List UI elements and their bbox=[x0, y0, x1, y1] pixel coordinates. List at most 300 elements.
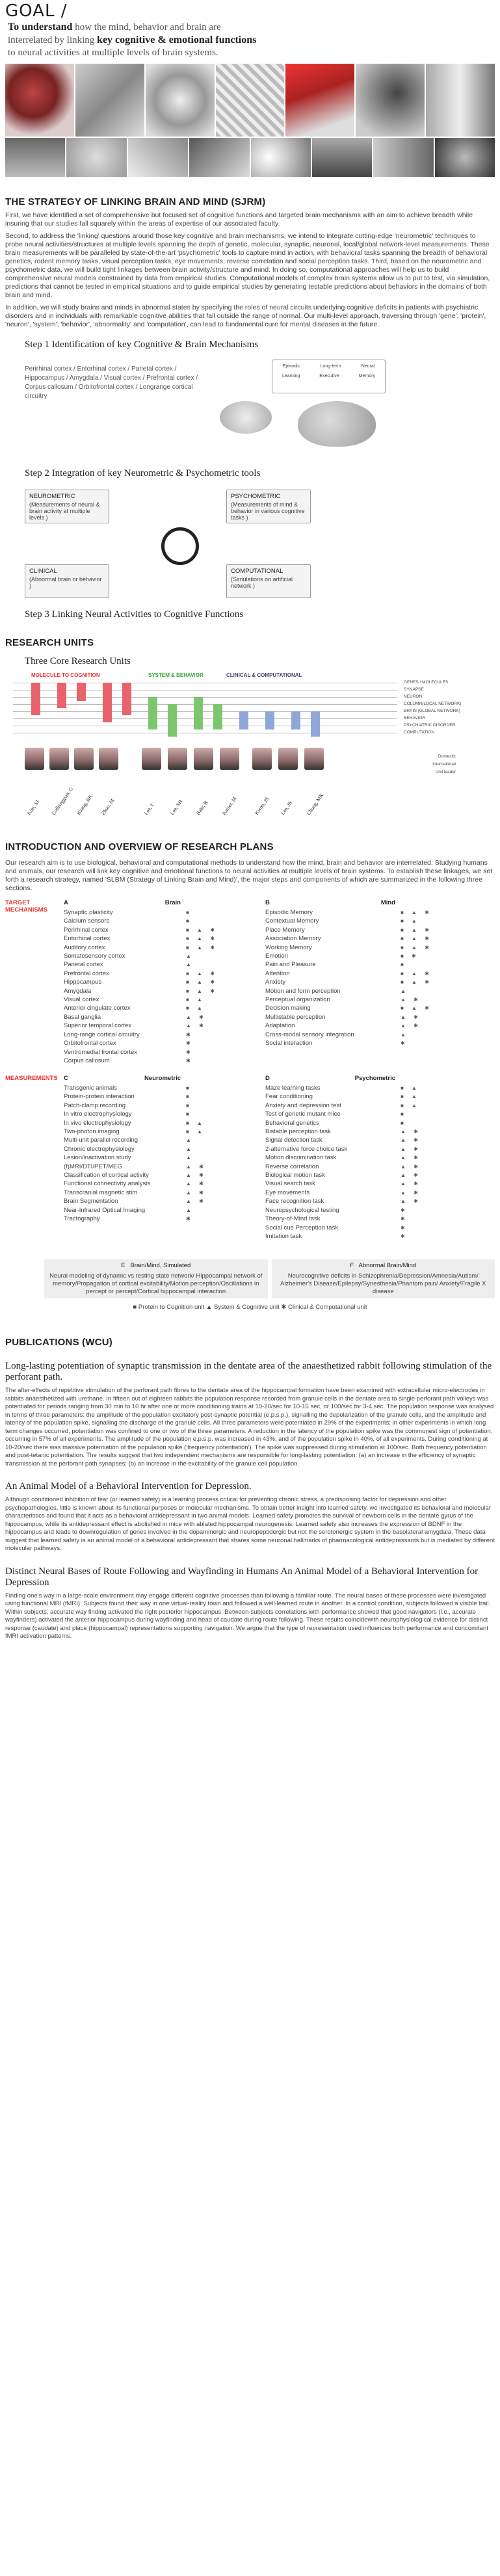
table-row bbox=[265, 917, 434, 925]
row-name: Contextual Memory bbox=[265, 917, 319, 925]
unit-bar bbox=[239, 711, 248, 729]
row-name: Corpus callosum bbox=[64, 1057, 110, 1064]
simulated-box bbox=[44, 1259, 268, 1298]
table-row bbox=[265, 1084, 434, 1092]
member-name: Chung, MK bbox=[306, 792, 325, 817]
brain-title: Brain bbox=[164, 899, 181, 906]
member-legend: Unit leader bbox=[435, 770, 456, 774]
row-unit-symbols: ■ bbox=[186, 1094, 192, 1100]
table-row bbox=[64, 1004, 220, 1012]
row-name: Basal ganglia bbox=[64, 1013, 101, 1021]
row-name: Visual search task bbox=[265, 1180, 315, 1188]
row-name: Prefrontal cortex bbox=[64, 969, 109, 977]
row-name: Amygdala bbox=[64, 987, 92, 995]
row-unit-symbols: ■ bbox=[186, 910, 192, 915]
photo-tile bbox=[5, 138, 65, 177]
row-name: Neuropsychological testing bbox=[265, 1206, 339, 1214]
psycho-letter: D bbox=[265, 1075, 270, 1082]
member-name: Lee, JS bbox=[280, 800, 293, 817]
publication-title: Long-lasting potentiation of synaptic transmission in the dentate area of the anaesthetized rabbit following stimulation of the perforant path. bbox=[5, 1361, 492, 1382]
brain-areas-line: Perirhinal cortex / Entorhinal cortex / Parietal cortex / bbox=[25, 365, 177, 373]
row-unit-symbols: ▲ ✱ bbox=[401, 1014, 421, 1020]
row-name: 2-alternative force choice task bbox=[265, 1145, 348, 1153]
row-name: Biological motion task bbox=[265, 1172, 325, 1179]
table-row bbox=[64, 987, 220, 995]
brain-rows bbox=[64, 908, 220, 1065]
photo-neuron bbox=[356, 64, 425, 137]
row-unit-symbols: ▲ ✱ bbox=[186, 1014, 207, 1020]
brain-areas-list bbox=[5, 365, 200, 463]
row-name: Visual cortex bbox=[64, 996, 99, 1004]
photo-brain-section bbox=[5, 64, 74, 137]
unit-bar bbox=[213, 704, 222, 729]
table-row bbox=[64, 1189, 220, 1197]
photo-collage-bottom bbox=[5, 138, 495, 177]
goal-title: GOAL / bbox=[5, 1, 68, 21]
row-unit-symbols: ▲ ✱ bbox=[186, 1189, 207, 1196]
table-row bbox=[64, 917, 220, 925]
photo-face-profile bbox=[75, 64, 144, 137]
row-unit-symbols: ✱ bbox=[401, 1207, 408, 1213]
row-unit-symbols: ▲ ✱ bbox=[186, 1198, 207, 1205]
unit-bar bbox=[77, 683, 86, 701]
photo-tile bbox=[66, 138, 126, 177]
photo-eye bbox=[146, 64, 215, 137]
level-line bbox=[13, 697, 397, 698]
table-row bbox=[265, 908, 434, 917]
table-row bbox=[64, 1039, 220, 1047]
neuro-rows bbox=[64, 1084, 220, 1224]
table-row bbox=[64, 952, 220, 960]
table-row bbox=[265, 1145, 434, 1153]
unit-bar bbox=[311, 711, 320, 737]
row-unit-symbols: ■ bbox=[186, 1085, 192, 1091]
rodent-brain-image bbox=[220, 401, 272, 434]
publication-abstract: Finding one's way in a large-scale environment may engage different cognitive processes than following a familiar route. The neural bases of these processes were investigated using functional MRI (fMRI). Subjects found their way in one virtual-reality town and followed a well-learned route in another. In a control condition, subjects followed a visible trail. Within subjects, accurate way finding activated the right posterior hippocampus. Between-subjects correlations with performance showed that good navigators (i.e., accurate wayfinders) activated the anterior hippocampus during wayfinding and head of caudate during route following. These results coincidewith neurophysiological evidence for distinct response (caudate) and place (hippocampal) representations supporting navigation. We argue that the type of representation used influences both performance and concomitant fMRI activation patterns. bbox=[5, 1592, 491, 1640]
table-row bbox=[64, 1206, 220, 1215]
psychometric-title: PSYCHOMETRIC bbox=[231, 493, 281, 500]
research-units-figure bbox=[5, 670, 495, 826]
row-name: Protein-protein interaction bbox=[64, 1093, 135, 1101]
row-unit-symbols: ▲ ✱ bbox=[401, 1181, 421, 1187]
level-label: SYNAPSE bbox=[404, 687, 424, 692]
member-photo bbox=[168, 748, 187, 770]
row-name: Two-photon imaging bbox=[64, 1128, 120, 1136]
row-unit-symbols: ■ bbox=[186, 1111, 192, 1118]
unit-system-label: SYSTEM & BEHAVIOR bbox=[148, 672, 204, 678]
sjrm-paragraph-2: Second, to address the 'linking' questions around those key cognitive and brain mechanisms, we intend to integrate cutting-edge 'neurometric' techniques to probe neural activities/structures at multiple levels spanning the depth of genetic, molecular, synaptic, neuronal, local/global network-level measurements. These brain measurements will be paralleled by state-of-the-art 'psychometric' tools to capture mind in action, with behavioral tasks spanning the breadth of behavioral genetics, rodent memory tasks, visual perception tasks, eye movements, reverse correlation and social perception tasks. Third, based on the neurometric and psychometric data, we will build tight linkages between brain activity/structure and mind. In doing so, computational approaches will help us to build comprehensive neural models constrained by data from empirical studies. Computational models of complex brain systems allow us to put to test, via simulation, predictions that cannot be tested in empirical situations and to guide empirical studies by generating testable predictions about behaviors in the domains of both brain and mind. bbox=[5, 232, 490, 299]
row-unit-symbols: ▲ ✱ bbox=[401, 1155, 421, 1161]
row-name: Near-Infrared Optical Imaging bbox=[64, 1206, 146, 1214]
row-unit-symbols: ▲ ✱ bbox=[186, 1172, 207, 1179]
simulated-letter: E bbox=[121, 1262, 125, 1269]
row-unit-symbols: ■ ▲ ✱ bbox=[401, 1005, 432, 1012]
member-photo bbox=[252, 748, 272, 770]
neurometric-title: NEUROMETRIC bbox=[29, 493, 75, 500]
row-name: Multistable perception bbox=[265, 1013, 326, 1021]
row-name: Working Memory bbox=[265, 943, 312, 951]
row-name: In vivo electrophysiology bbox=[64, 1119, 131, 1127]
member-photo bbox=[194, 748, 213, 770]
table-row bbox=[64, 1127, 220, 1136]
mind-column bbox=[265, 899, 434, 1048]
goal-line1: how the mind, behavior and brain are bbox=[72, 22, 221, 33]
measurements-table bbox=[5, 1075, 495, 1254]
table-row bbox=[265, 1215, 434, 1223]
photo-collage-top bbox=[5, 64, 495, 137]
photo-tile bbox=[251, 138, 311, 177]
table-row bbox=[265, 1039, 434, 1047]
brain-areas-line: Corpus callosum / Orbitofrontal cortex / Longrange cortical circuitry bbox=[25, 384, 193, 400]
target-label bbox=[5, 899, 47, 913]
table-row bbox=[64, 934, 220, 943]
table-row bbox=[64, 1110, 220, 1118]
member-name: Kim, SJ bbox=[26, 798, 41, 817]
row-unit-symbols: ■ bbox=[401, 1120, 407, 1126]
table-row bbox=[64, 995, 220, 1004]
psychometric-desc: (Measurements of mind & behavior in various cognitive tasks ) bbox=[231, 501, 305, 521]
neurometric-column bbox=[64, 1075, 220, 1224]
psychometric-box bbox=[226, 490, 311, 523]
goal-bold-1: To understand bbox=[8, 21, 73, 33]
row-name: Chronic electrophysiology bbox=[64, 1145, 135, 1153]
table-row bbox=[64, 1119, 220, 1127]
neuro-column-header bbox=[64, 1075, 220, 1084]
row-name: Fear conditioning bbox=[265, 1093, 313, 1101]
table-row bbox=[265, 934, 434, 943]
row-unit-symbols: ▲ ✱ bbox=[186, 1181, 207, 1187]
cognition-diagram-box bbox=[272, 360, 386, 393]
psychometric-column bbox=[265, 1075, 434, 1241]
row-unit-symbols: ✱ bbox=[186, 1040, 194, 1047]
target-label-line1: TARGET bbox=[5, 899, 31, 906]
member-legend: Domestic bbox=[438, 754, 456, 759]
row-name: (f)MRI/DTI/PET/MEG bbox=[64, 1163, 122, 1170]
row-unit-symbols: ✱ bbox=[186, 1031, 194, 1038]
row-unit-symbols: ▲ ✱ bbox=[401, 1023, 421, 1029]
step1-figure bbox=[5, 356, 495, 463]
unit-molecule-label: MOLECULE TO COGNITION bbox=[31, 672, 100, 678]
row-unit-symbols: ■ ▲ ✱ bbox=[401, 910, 432, 915]
row-unit-symbols: ▲ ✱ bbox=[401, 1129, 421, 1135]
row-name: Patch-clamp recording bbox=[64, 1101, 126, 1109]
table-row bbox=[64, 1163, 220, 1171]
row-name: Place Memory bbox=[265, 926, 305, 934]
row-name: Attention bbox=[265, 969, 290, 977]
member-name: Lee, I bbox=[143, 802, 155, 817]
row-unit-symbols: ▲ ✱ bbox=[186, 1163, 207, 1170]
member-name: Bakr, R bbox=[195, 799, 209, 817]
row-name: Perirhinal cortex bbox=[64, 926, 109, 934]
level-line bbox=[13, 718, 397, 719]
row-unit-symbols: ▲ ✱ bbox=[401, 1146, 421, 1152]
step1-title: Step 1 Identification of key Cognitive & Brain Mechanisms bbox=[25, 339, 259, 350]
table-row bbox=[64, 943, 220, 952]
table-row bbox=[265, 995, 434, 1004]
table-row bbox=[265, 1189, 434, 1197]
row-unit-symbols: ■ ▲ bbox=[186, 1129, 205, 1135]
psycho-column-header bbox=[265, 1075, 434, 1084]
row-unit-symbols: ■ ▲ ✱ bbox=[186, 936, 218, 942]
row-name: Anterior cingulate cortex bbox=[64, 1005, 131, 1012]
row-name: Pain and Pleasure bbox=[265, 961, 316, 969]
level-label: BEHAVIOR bbox=[404, 716, 426, 720]
target-mechanisms-table bbox=[5, 899, 495, 1068]
row-unit-symbols: ■ ▲ ✱ bbox=[401, 936, 432, 942]
row-unit-symbols: ✱ bbox=[401, 1233, 408, 1239]
row-unit-symbols: ■ ▲ ✱ bbox=[186, 970, 218, 977]
row-unit-symbols: ■ ▲ ✱ bbox=[186, 979, 218, 986]
level-label: COMPUTATION bbox=[404, 730, 435, 735]
row-name: Orbitofrontal cortex bbox=[64, 1040, 116, 1047]
row-name: Anxiety and depression test bbox=[265, 1101, 341, 1109]
clinical-box bbox=[25, 564, 109, 598]
member-photo bbox=[74, 748, 94, 770]
row-name: Ventromedial frontal cortex bbox=[64, 1048, 138, 1056]
row-name: Adaptation bbox=[265, 1022, 295, 1030]
row-name: Multi-unit parallel recording bbox=[64, 1137, 138, 1144]
level-label: PSYCHIATRIC DISORDER bbox=[404, 723, 456, 728]
table-row bbox=[265, 1092, 434, 1101]
unit-bar bbox=[168, 704, 177, 737]
row-name: Bistable perception task bbox=[265, 1128, 331, 1136]
row-unit-symbols: ▲ ✱ bbox=[401, 1172, 421, 1179]
row-name: Functional connectivity analysis bbox=[64, 1180, 151, 1188]
row-unit-symbols: ■ ▲ ✱ bbox=[401, 979, 432, 986]
simulated-abnormal-row bbox=[5, 1259, 495, 1298]
abnormal-desc: Neurocognitive deficits in Schizophrenia/Depression/Amnesia/Autism/ Alzheimer's Disease/Epilepsy/Synesthesia/Phantom pain/ Anxiety/Fragile X disease bbox=[280, 1272, 486, 1295]
row-unit-symbols: ▲ bbox=[186, 962, 194, 968]
research-units-sub: Three Core Research Units bbox=[25, 656, 131, 666]
row-unit-symbols: ■ ▲ ✱ bbox=[401, 944, 432, 951]
table-row bbox=[265, 1179, 434, 1188]
row-name: Emotion bbox=[265, 953, 288, 960]
neuro-letter: C bbox=[64, 1075, 68, 1082]
table-row bbox=[64, 1057, 220, 1065]
step2-diagram bbox=[5, 483, 495, 607]
neurometric-desc: (Measurements of neural & brain activity at multiple levels ) bbox=[29, 501, 100, 521]
member-photo bbox=[49, 748, 69, 770]
table-row bbox=[64, 1179, 220, 1188]
row-unit-symbols: ■ bbox=[186, 1102, 192, 1109]
goal-statement bbox=[5, 21, 343, 61]
human-brain-image bbox=[298, 401, 376, 447]
row-unit-symbols: ■ ▲ ✱ bbox=[401, 927, 432, 933]
neurometric-box bbox=[25, 490, 109, 523]
table-row bbox=[64, 969, 220, 978]
row-unit-symbols: ■ ▲ bbox=[401, 1094, 420, 1100]
row-name: Transgenic animals bbox=[64, 1084, 118, 1092]
row-name: Social cue Perception task bbox=[265, 1224, 338, 1231]
table-row bbox=[265, 978, 434, 986]
row-name: Face recognition task bbox=[265, 1198, 324, 1205]
table-row bbox=[265, 926, 434, 934]
row-name: Classification of cortical activity bbox=[64, 1172, 149, 1179]
table-row bbox=[64, 1145, 220, 1153]
table-row bbox=[265, 1197, 434, 1205]
row-name: Reverse correlation bbox=[265, 1163, 319, 1170]
sjrm-paragraph-3: In addition, we will study brains and minds in abnormal states by specifying the roles of neural circuits underlying cognitive deficits in patients with psychiatric disorders and in individuals with remarkable cognitive abilities that fall outside the range of normal. Our multi-level approach, traversing through 'gene', 'protein', 'neuron', 'system', 'behavior', 'abnormality' and 'computation', can lead to fundamental cure for mental diseases in the future. bbox=[5, 304, 486, 328]
psycho-rows bbox=[265, 1084, 434, 1241]
cognition-item: Neural bbox=[361, 364, 375, 369]
member-photo bbox=[142, 748, 161, 770]
table-row bbox=[64, 1031, 220, 1039]
photo-paperclip bbox=[285, 64, 354, 137]
publication-abstract: The after-effects of repetitive stimulation of the perforant path fibres to the dentate area of the hippocampal formation have been examined with extracellular micro-electrodes in rabbits anaesthetized with urethane. In fifteen out of eighteen rabbits the population response recorded from granule cells in the dentate area to single perforant path volleys was potentiated for periods ranging from 30 min to 10 hr after one or more conditioning trains at 10-20/sec for 10-15 sec, or 100/sec for 3-4 sec. The population response was analysed in terms of three parameters: the amplitude of the population excitatory post-synaptic potential (e.p.s.p.), signalling the depolarization of the granule cells, and the amplitude and latency of the population spike, signalling the discharge of the granule cells. All three parameters were potentiated in 29% of the experiments; in other experiments in which long term changes occurred, potentiation was confined to one or two of the three parameters. A reduction in the latency of the population spike was the commonest sign of potentiation, occurring in 57% of all experiments. The amplitude of the population e.p.s.p. was increased in 43%, and of the population spike in 40%, of all experiments. During conditioning at 10-20/sec there was massive potentiation of the population spike ('frequency potentiation'). The spike was suppressed during stimulation at 100/sec. Both frequency potentiation and post-tetanic potentiation. The results suggest that two independent mechanisms are responsible for long-lasting potentiation: (a) an increase in the efficiency of synaptic transmission at the perforant path synapses; (b) an increase in the excitability of the granule cell population. bbox=[5, 1387, 494, 1467]
row-unit-symbols: ▲ bbox=[401, 988, 409, 994]
row-name: Calcium sensors bbox=[64, 917, 110, 925]
row-name: Tractography bbox=[64, 1215, 100, 1223]
computational-box bbox=[226, 564, 311, 598]
row-unit-symbols: ▲ bbox=[401, 1031, 409, 1038]
mind-letter: B bbox=[265, 899, 270, 906]
row-unit-symbols: ▲ ✱ bbox=[401, 1163, 421, 1170]
intro-paragraph: Our research aim is to use biological, behavioral and computational methods to understand how the mind, brain and behavior are interrelated. Studying humans and animals, our research will link key cognitive and emotional functions to neural activities at multiple levels of brain systems. To establish these linkages, we set forth a research strategy, named 'SLBM (Strategy of Linking Brain and Mind)', the major steps and components of which are summarized in the following three sections. bbox=[5, 859, 493, 892]
row-name: Transcranial magnetic stim bbox=[64, 1189, 138, 1196]
table-row bbox=[64, 1153, 220, 1162]
row-unit-symbols: ▲ ✱ bbox=[401, 997, 421, 1003]
row-name: Anxiety bbox=[265, 979, 286, 986]
brain-areas-line: Hippocampus / Amygdala / Visual cortex / Prefrontal cortex / bbox=[25, 375, 198, 382]
row-unit-symbols: ▲ bbox=[186, 1207, 194, 1213]
table-row bbox=[265, 952, 434, 960]
table-row bbox=[265, 1163, 434, 1171]
member-name: Zhuo, M bbox=[100, 798, 116, 817]
table-row bbox=[64, 960, 220, 969]
row-name: Motion discrimination task bbox=[265, 1154, 337, 1162]
row-name: Theory-of-Mind task bbox=[265, 1215, 321, 1223]
row-name: Decision making bbox=[265, 1005, 311, 1012]
level-label: COLUMN(LOCAL NETWORK) bbox=[404, 702, 462, 706]
row-name: Superior temporal cortex bbox=[64, 1022, 132, 1030]
computational-title: COMPUTATIONAL bbox=[231, 568, 283, 575]
row-unit-symbols: ▲ ✱ bbox=[401, 1198, 421, 1205]
unit-bar bbox=[148, 697, 157, 729]
row-unit-symbols: ■ bbox=[186, 918, 192, 925]
neuro-title: Neurometric bbox=[144, 1075, 181, 1082]
computational-desc: (Simulations on artificial network ) bbox=[231, 576, 293, 589]
row-unit-symbols: ✱ bbox=[186, 1057, 194, 1064]
unit-bar bbox=[265, 711, 274, 729]
unit-symbol-legend: ■ Protein to Cognition unit ▲ System & Cognitive unit ✱ Clinical & Computational unit bbox=[133, 1304, 367, 1311]
brain-letter: A bbox=[64, 899, 68, 906]
row-name: Auditory cortex bbox=[64, 943, 105, 951]
table-row bbox=[64, 908, 220, 917]
row-unit-symbols: ✱ bbox=[401, 1224, 408, 1231]
row-name: Social interaction bbox=[265, 1040, 313, 1047]
unit-bar bbox=[31, 683, 40, 715]
row-name: Association Memory bbox=[265, 935, 321, 943]
photo-tile bbox=[189, 138, 249, 177]
table-row bbox=[265, 1171, 434, 1179]
table-row bbox=[265, 1101, 434, 1110]
sjrm-heading: THE STRATEGY OF LINKING BRAIN AND MIND (SJRM) bbox=[5, 196, 266, 207]
row-unit-symbols: ■ bbox=[401, 1111, 407, 1118]
row-name: Imitation task bbox=[265, 1232, 302, 1240]
level-line bbox=[13, 704, 397, 705]
row-unit-symbols: ▲ bbox=[186, 1155, 194, 1161]
cognition-item: Long-term bbox=[320, 364, 341, 369]
row-name: Eye movements bbox=[265, 1189, 310, 1196]
cognition-item: Learning bbox=[282, 374, 300, 378]
unit-bar bbox=[291, 711, 300, 729]
table-row bbox=[265, 987, 434, 995]
cognition-item: Memory bbox=[358, 374, 375, 378]
table-row bbox=[265, 1206, 434, 1215]
member-photo bbox=[304, 748, 324, 770]
table-row bbox=[265, 1224, 434, 1232]
row-unit-symbols: ■ ▲ ✱ bbox=[186, 927, 218, 933]
brain-illustration bbox=[200, 356, 495, 463]
row-unit-symbols: ■ ▲ bbox=[401, 1102, 420, 1109]
row-unit-symbols: ▲ ✱ bbox=[186, 1023, 207, 1029]
photo-tile bbox=[373, 138, 433, 177]
row-unit-symbols: ■ bbox=[401, 962, 407, 968]
table-row bbox=[265, 1127, 434, 1136]
member-name: Kaang, BK bbox=[75, 793, 94, 817]
table-row bbox=[265, 1153, 434, 1162]
simulated-title: Brain/Mind, Simulated bbox=[130, 1262, 191, 1269]
row-unit-symbols: ▲ bbox=[186, 1146, 194, 1152]
member-legend: International bbox=[432, 762, 456, 767]
table-row bbox=[265, 960, 434, 969]
member-name: Colliseggian, G bbox=[51, 785, 75, 817]
table-row bbox=[265, 1013, 434, 1021]
member-name: Kaiser, M bbox=[221, 796, 238, 817]
publication-title: Distinct Neural Bases of Route Following and Wayfinding in Humans An Animal Model of a Behavioral Intervention for Depression bbox=[5, 1566, 479, 1588]
row-unit-symbols: ■ ▲ ✱ bbox=[186, 988, 218, 994]
publication-title: An Animal Model of a Behavioral Intervention for Depression. bbox=[5, 1481, 252, 1492]
publication-abstract: Although conditioned inhibition of fear (or learned safety) is a learning process critical for preventing chronic stress, a predisposing factor for depression and other psychopathologies, little is known about its functional purposes or molecular mechanisms. To obtain better insight into learned safety, we investigated its behavioral and molecular characteristics and found that it acts as a behavioral antidepressant in two animal models. Learned safety promotes the survival of newborn cells in the dentate gyrus of the hippocampus, while its antidepressant effect is abolished in mice with ablated hippocampal neurogenesis. Learned safety also increases the expression of BDNF in the hippocampus and leads to downregulation of genes involved in the dopaminergic and neuropeptidergic but not the serotonergic system in the basolateral amygdala. These data suggest that learned safety is an animal model of a behavioral antidepressant that shares some neuronal hallmarks of pharmacological antidepressants but is mediated by different molecular pathways. bbox=[5, 1496, 495, 1552]
table-row bbox=[64, 1171, 220, 1179]
row-unit-symbols: ■ ▲ bbox=[186, 1005, 205, 1012]
goal-line2a: interrelated by linking bbox=[8, 35, 98, 46]
step2-title: Step 2 Integration of key Neurometric & Psychometric tools bbox=[25, 468, 261, 479]
table-row bbox=[64, 1084, 220, 1092]
unit-bar bbox=[103, 683, 112, 722]
photo-tile bbox=[128, 138, 188, 177]
target-label-line2: MECHANISMS bbox=[5, 906, 47, 913]
table-row bbox=[64, 1048, 220, 1057]
simulated-desc: Neural modeling of dynamic vs resting state network/ Hippocampal network of memory/Propagation of cortical excitability/Motion perception/Oscillations in percept or percept/Cortical hippocampal interaction bbox=[49, 1272, 263, 1295]
unit-bar bbox=[57, 683, 66, 708]
clinical-title: CLINICAL bbox=[29, 568, 57, 575]
row-name: Brain Segmentation bbox=[64, 1198, 118, 1205]
row-name: Entorhinal cortex bbox=[64, 935, 111, 943]
member-photo bbox=[25, 748, 44, 770]
brain-column bbox=[64, 899, 220, 1065]
photo-pattern bbox=[216, 64, 285, 137]
row-unit-symbols: ■ ▲ bbox=[186, 997, 205, 1003]
table-row bbox=[265, 1031, 434, 1039]
photo-tile bbox=[312, 138, 372, 177]
row-unit-symbols: ▲ ✱ bbox=[401, 1137, 421, 1144]
row-name: Test of genetic mutant mice bbox=[265, 1111, 341, 1118]
row-name: Perceptual organization bbox=[265, 996, 330, 1004]
row-name: Signal detection task bbox=[265, 1137, 322, 1144]
table-row bbox=[265, 1232, 434, 1241]
cognition-item: Executive bbox=[319, 374, 339, 378]
row-name: Parietal cortex bbox=[64, 961, 103, 969]
table-row bbox=[265, 1136, 434, 1144]
cognition-item: Episodic bbox=[282, 364, 300, 369]
brain-column-header bbox=[64, 899, 220, 908]
table-row bbox=[265, 1110, 434, 1118]
row-name: Somatosensory cortex bbox=[64, 953, 125, 960]
row-name: Maze learning tasks bbox=[265, 1084, 321, 1092]
row-unit-symbols: ■ ▲ ✱ bbox=[401, 970, 432, 977]
level-label: BRAIN (GLOBAL NETWORK) bbox=[404, 709, 460, 713]
